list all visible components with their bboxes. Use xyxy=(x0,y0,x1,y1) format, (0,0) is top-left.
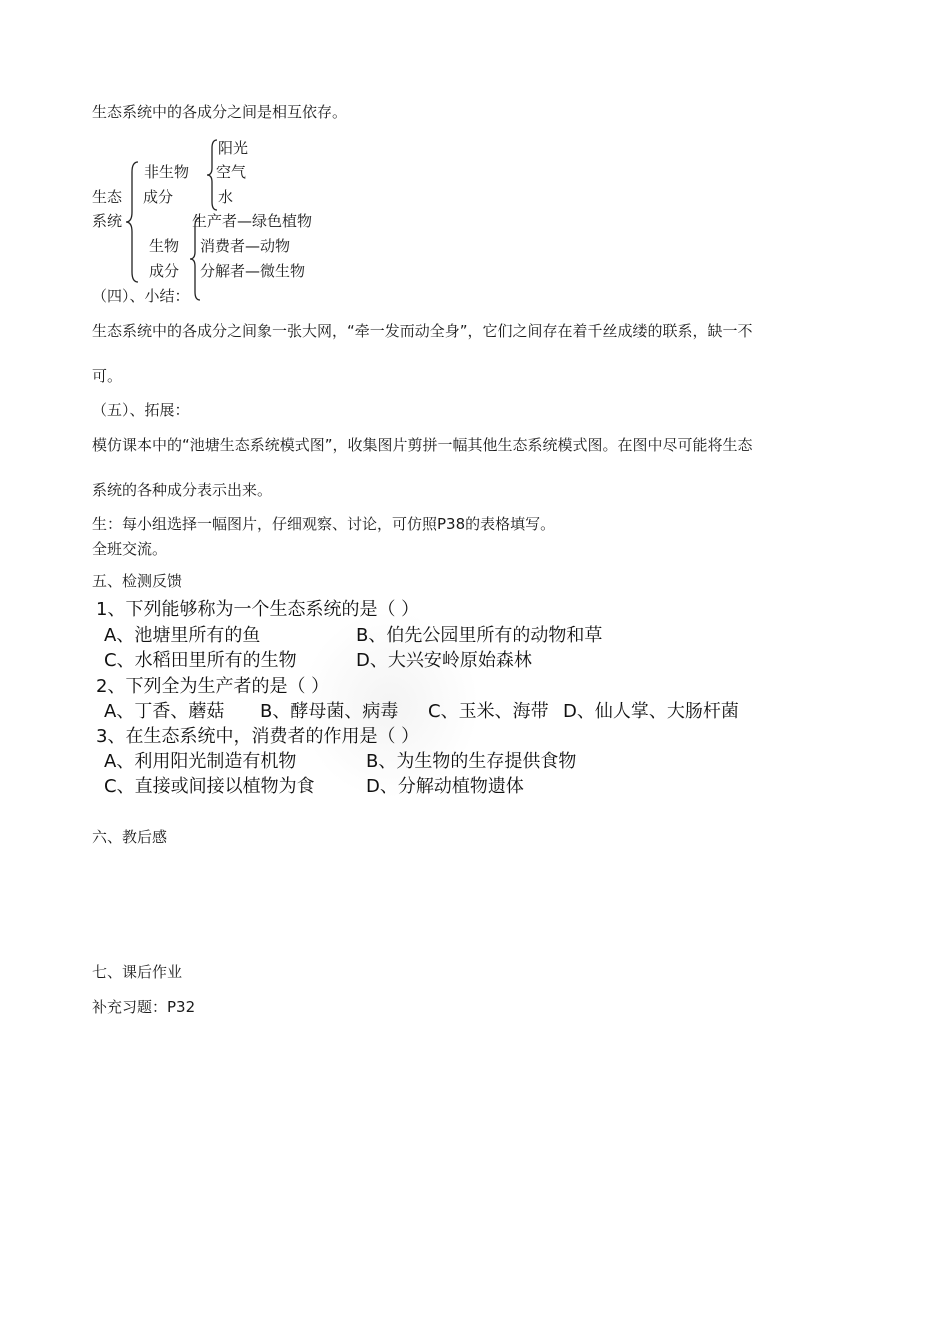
section5-para-line2: 系统的各种成分表示出来。 xyxy=(92,481,273,499)
biotic-item-producer: 生产者—绿色植物 xyxy=(192,212,313,230)
option-a: A、丁香、蘑菇 xyxy=(104,701,225,722)
root-brace xyxy=(124,160,144,284)
option-b: B、伯先公园里所有的动物和草 xyxy=(356,625,603,646)
question-stem: 1、下列能够称为一个生态系统的是（ ） xyxy=(96,599,420,620)
abiotic-brace xyxy=(205,138,221,212)
option-d: D、分解动植物遗体 xyxy=(366,776,524,797)
option-c: C、直接或间接以植物为食 xyxy=(104,776,315,797)
question-stem: 3、在生态系统中，消费者的作用是（ ） xyxy=(96,726,420,747)
option-d: D、仙人掌、大肠杆菌 xyxy=(563,701,739,722)
section4-para-line1: 生态系统中的各成分之间象一张大网，“牵一发而动全身”，它们之间存在着千丝成缕的联系，缺一不 xyxy=(92,322,753,340)
biotic-label-2: 成分 xyxy=(149,262,180,280)
option-c: C、玉米、海带 xyxy=(428,701,549,722)
biotic-brace xyxy=(188,216,204,302)
option-b: B、酵母菌、病毒 xyxy=(260,701,399,722)
intro-line: 生态系统中的各成分之间是相互依存。 xyxy=(92,103,348,121)
root-label-2: 系统 xyxy=(92,212,123,230)
section5-para-line1: 模仿课本中的“池塘生态系统模式图”，收集图片剪拼一幅其他生态系统模式图。在图中尽可能将生态 xyxy=(92,436,753,454)
biotic-label-1: 生物 xyxy=(149,237,180,255)
section6-heading: 六、教后感 xyxy=(92,828,168,846)
student-line: 生：每小组选择一幅图片，仔细观察、讨论，可仿照P38的表格填写。 xyxy=(92,515,556,533)
biotic-item-consumer: 消费者—动物 xyxy=(200,237,291,255)
section4-para-line2: 可。 xyxy=(92,367,123,385)
root-label-1: 生态 xyxy=(92,188,123,206)
abiotic-label-1: 非生物 xyxy=(144,163,190,181)
option-a: A、利用阳光制造有机物 xyxy=(104,751,297,772)
abiotic-item-air: 空气 xyxy=(216,163,247,181)
option-c: C、水稻田里所有的生物 xyxy=(104,650,297,671)
section7-heading: 七、课后作业 xyxy=(92,963,183,981)
homework-line: 补充习题：P32 xyxy=(92,998,196,1016)
option-b: B、为生物的生存提供食物 xyxy=(366,751,577,772)
section5-heading: （五）、拓展： xyxy=(92,401,190,419)
option-d: D、大兴安岭原始森林 xyxy=(356,650,532,671)
question-stem: 2、下列全为生产者的是（ ） xyxy=(96,676,330,697)
abiotic-item-water: 水 xyxy=(218,188,234,206)
exchange-line: 全班交流。 xyxy=(92,540,168,558)
abiotic-label-2: 成分 xyxy=(143,188,174,206)
abiotic-item-sunlight: 阳光 xyxy=(218,139,249,157)
feedback-heading: 五、检测反馈 xyxy=(92,572,183,590)
biotic-item-decomposer: 分解者—微生物 xyxy=(200,262,306,280)
option-a: A、池塘里所有的鱼 xyxy=(104,625,261,646)
section4-heading: （四）、小结： xyxy=(92,287,190,305)
